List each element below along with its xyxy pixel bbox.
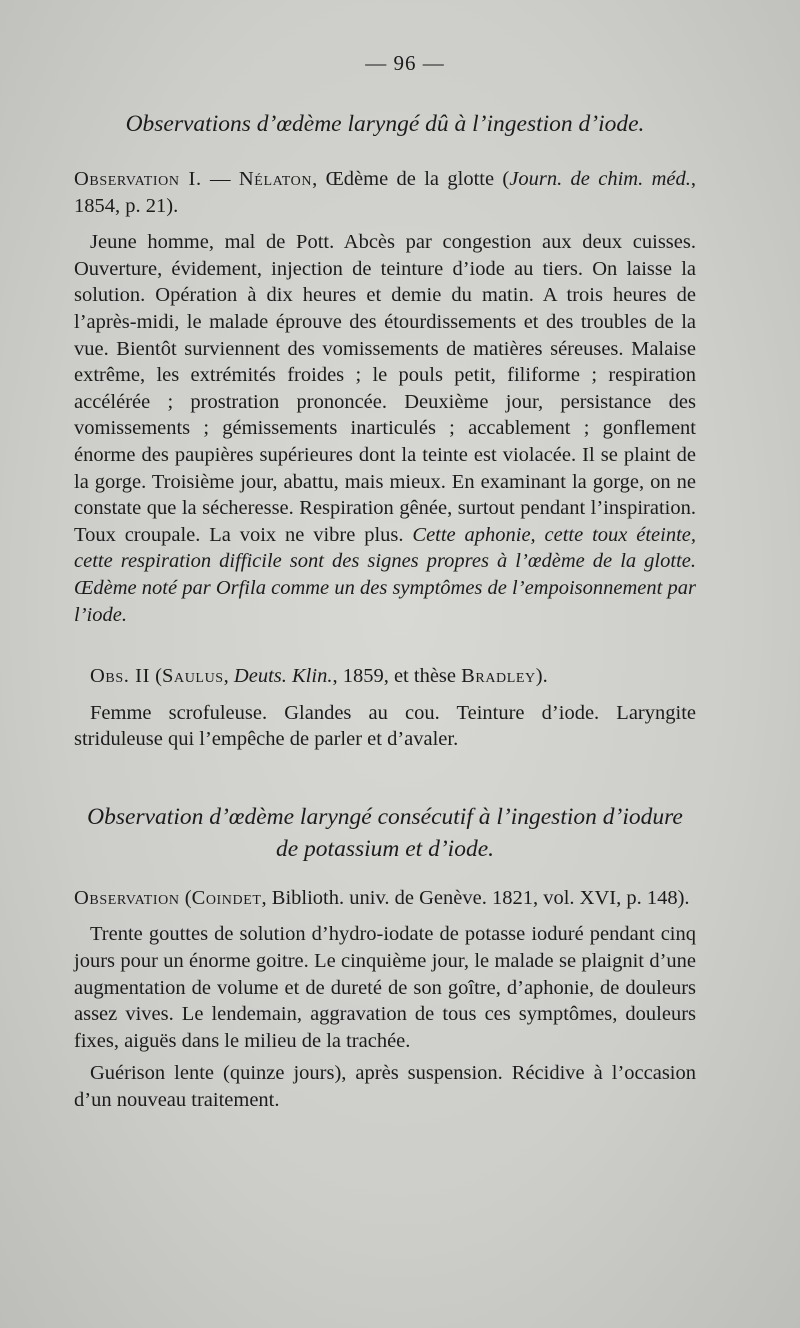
observation-2-reference-end: ). bbox=[535, 665, 548, 688]
observation-2-journal: Deuts. Klin. bbox=[233, 665, 333, 688]
observation-2-sep: , bbox=[223, 665, 234, 688]
observation-1-label: Observation I. bbox=[74, 168, 202, 190]
observation-3-label: Observation bbox=[74, 886, 180, 909]
observation-1-dash: — bbox=[201, 168, 239, 190]
observation-3-author: Coindet bbox=[191, 886, 262, 909]
book-page bbox=[74, 48, 696, 1114]
observation-3-open: ( bbox=[179, 886, 192, 909]
observation-2-body: Femme scrofuleuse. Glandes au cou. Teinture d’iode. Laryngite striduleuse qui l’empêche de parler et d’avaler. bbox=[74, 701, 696, 751]
observation-2-author: Saulus bbox=[162, 665, 224, 688]
observation-1-author: Nélaton bbox=[238, 168, 313, 190]
observation-2-reference: , 1859, et thèse bbox=[332, 665, 462, 688]
page-number: — 96 — bbox=[365, 51, 445, 75]
observation-2-label: Obs. II bbox=[90, 665, 151, 688]
observation-3-reference: , Biblioth. univ. de Genève. 1821, vol. XVI, p. 148). bbox=[261, 886, 690, 909]
observation-2-header bbox=[74, 663, 696, 690]
observation-2-author-2: Bradley bbox=[461, 665, 536, 688]
observation-3-header bbox=[74, 885, 696, 912]
observation-1-reference-end: , 1854, p. 21). bbox=[74, 168, 696, 217]
observation-2-open: ( bbox=[150, 665, 162, 688]
observation-1-italic-text: Cette aphonie, cette toux éteinte, cette respiration difficile sont des signes propres à l’œdème de la glotte. Œdème noté par Orfila comme un des symptômes de l’empoisonnement par l’iode. bbox=[74, 523, 696, 626]
observation-3-body-1: Trente gouttes de solution d’hydro-iodate de potasse ioduré pendant cinq jours pour un énorme goitre. Le cinquième jour, le malade se plaignit d’une augmentation de volume et de dureté de son goître, d’aphonie, de douleurs assez vives. Le lendemain, aggravation de tous ces symptômes, douleurs fixes, aiguës dans le milieu de la trachée. bbox=[74, 923, 696, 1052]
observation-1-body bbox=[74, 229, 696, 628]
observation-3-body-2: Guérison lente (quinze jours), après suspension. Récidive à l’occasion d’un nouveau traitement. bbox=[74, 1062, 696, 1112]
section-title-iodure: Observation d’œdème laryngé consécutif à l’ingestion d’iodure de potassium et d’iode. bbox=[87, 803, 683, 862]
observation-1-reference: , Œdème de la glotte ( bbox=[312, 168, 510, 190]
observation-1-header bbox=[74, 166, 696, 219]
observation-1-journal: Journ. de chim. méd. bbox=[509, 168, 691, 190]
section-title-iode: Observations d’œdème laryngé dû à l’ingestion d’iode. bbox=[125, 111, 645, 137]
observation-1-text: Jeune homme, mal de Pott. Abcès par congestion aux deux cuisses. Ouverture, évidement, injection de teinture d’iode au tiers. On laisse la solution. Opération à dix heures et demie du matin. A trois heures de l’après-midi, le malade éprouve des étourdissements et des troubles de la vue. Bientôt surviennent des vomissements de matières séreuses. Malaise extrême, les extrémités froides ; le pouls petit, filiforme ; respiration accélérée ; prostration prononcée. Deuxième jour, persistance des vomissements ; gémissements inarticulés ; accablement ; gonflement énorme des paupières supérieures dont la teinte est violacée. Il se plaint de la gorge. Troisième jour, abattu, mais mieux. En examinant la gorge, on ne constate que la sécheresse. Respiration gênée, surtout pendant l’inspiration. Toux croupale. La voix ne vibre plus. bbox=[74, 231, 696, 546]
